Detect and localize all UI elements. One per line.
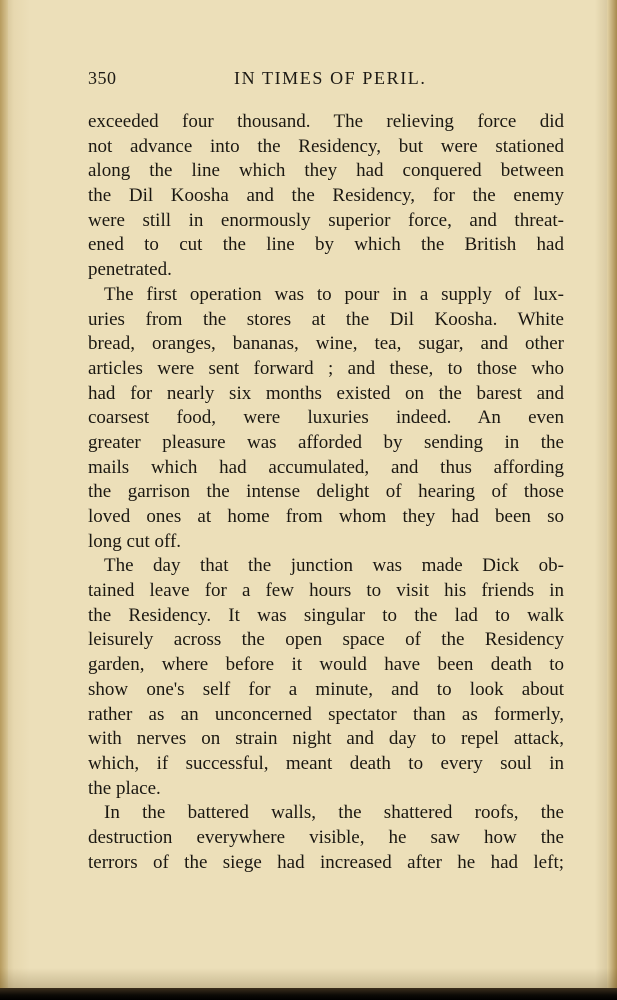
- text-line: loved ones at home from whom they had been so: [88, 506, 564, 527]
- text-line: The day that the junction was made Dick ob-: [104, 555, 564, 577]
- text-line: tained leave for a few hours to visit his friends in: [88, 580, 564, 602]
- page-bottom-shade: [0, 968, 617, 988]
- text-line: penetrated.: [88, 259, 172, 281]
- text-line: articles were sent forward ; and these, to those who: [88, 357, 564, 379]
- text-line: mails which had accumulated, and thus affording: [88, 456, 564, 478]
- page-left-edge: [0, 0, 8, 1000]
- text-line: not advance into the Residency, but were stationed: [88, 135, 564, 157]
- page-number: 350: [88, 68, 117, 88]
- text-line: long cut off.: [88, 530, 182, 552]
- text-line: the place.: [88, 777, 161, 799]
- text-line: which, if successful, meant death to every soul in: [88, 752, 564, 774]
- text-line: coarsest food, were luxuries indeed. An even: [88, 407, 564, 429]
- text-line: uries from the stores at the Dil Koosha. White: [88, 308, 564, 330]
- text-line: bread, oranges, bananas, wine, tea, sugar, and other: [88, 333, 564, 355]
- text-line: the Residency. It was singular to the lad to walk: [88, 604, 564, 626]
- text-line: exceeded four thousand. The relieving force did: [88, 111, 564, 132]
- text-line: the garrison the intense delight of hearing of those: [88, 481, 564, 503]
- text-line: The first operation was to pour in a supply of lux-: [104, 283, 564, 305]
- text-line: the Dil Koosha and the Residency, for the enemy: [88, 185, 564, 207]
- page-header: [88, 68, 564, 92]
- running-head: IN TIMES OF PERIL.: [234, 68, 427, 88]
- text-line: greater pleasure was afforded by sending in the: [88, 431, 564, 453]
- text-line: garden, where before it would have been death to: [88, 654, 564, 676]
- text-line: terrors of the siege had increased after he had left;: [88, 851, 564, 873]
- body-text: [88, 110, 564, 875]
- text-line: destruction everywhere visible, he saw how the: [88, 826, 564, 848]
- text-line: leisurely across the open space of the Residency: [88, 629, 564, 651]
- text-line: rather as an unconcerned spectator than as formerly,: [88, 703, 564, 725]
- text-line: In the battered walls, the shattered roofs, the: [104, 802, 564, 824]
- text-line: ened to cut the line by which the British had: [88, 234, 564, 256]
- page-bottom-edge: [0, 988, 617, 1000]
- text-line: show one's self for a minute, and to look about: [88, 678, 564, 700]
- text-line: with nerves on strain night and day to repel attack,: [88, 728, 564, 750]
- text-line: were still in enormously superior force, and threat-: [88, 209, 564, 231]
- page-right-edge: [607, 0, 617, 1000]
- text-line: along the line which they had conquered between: [88, 160, 564, 182]
- text-line: had for nearly six months existed on the barest and: [88, 382, 564, 404]
